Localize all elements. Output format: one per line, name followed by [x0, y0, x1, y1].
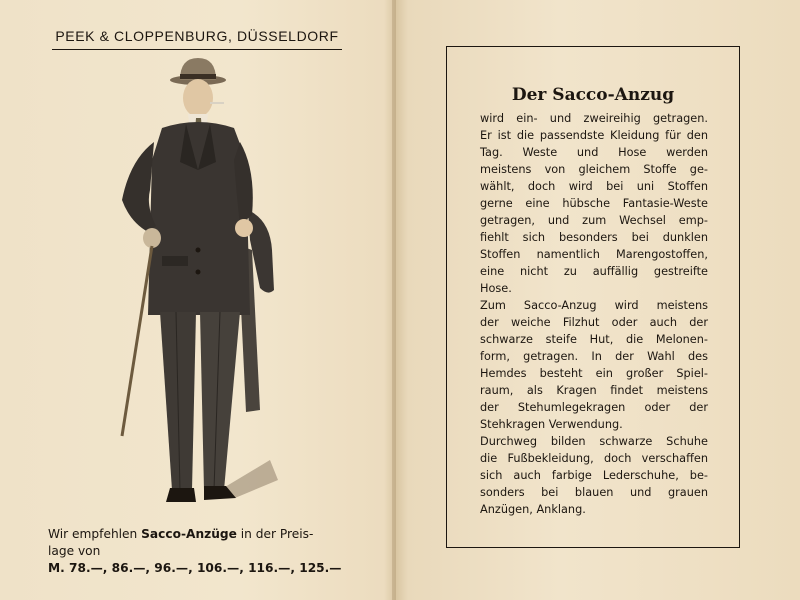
text-frame: [446, 46, 740, 548]
price-caption: [48, 526, 348, 577]
body-line: Zum Sacco-Anzug wird meistens: [480, 299, 708, 312]
right-page: [396, 0, 800, 600]
body-line: Anzügen, Anklang.: [480, 503, 586, 516]
page-title: Der Sacco-Anzug: [511, 85, 675, 105]
caption-product-name: Sacco-Anzüge: [141, 527, 237, 541]
body-line: gerne eine hübsche Fantasie-Weste: [480, 197, 708, 210]
body-line: Durchweg bilden schwarze Schuhe: [480, 435, 708, 448]
body-line: eine nicht zu auffällig gestreifte: [480, 265, 708, 278]
left-page: [0, 0, 392, 600]
price-list: M. 78.—, 86.—, 96.—, 106.—, 116.—, 125.—: [48, 561, 342, 575]
body-line: Stehkragen Verwendung.: [480, 418, 623, 431]
caption-text: in der Preis-: [236, 527, 314, 541]
body-line: Er ist die passendste Kleidung für den: [480, 129, 708, 142]
body-line: Stoffen namentlich Marengostoffen,: [480, 248, 708, 261]
body-line: Hose.: [480, 282, 512, 295]
body-line: der weiche Filzhut oder auch der: [480, 316, 708, 329]
page-header: PEEK & CLOPPENBURG, DÜSSELDORF: [52, 28, 342, 50]
body-line: fiehlt sich besonders bei dunklen: [480, 231, 708, 244]
body-line: Tag. Weste und Hose werden: [480, 146, 708, 159]
body-line: der Stehumlegekragen oder der: [480, 401, 708, 414]
body-line: wählt, doch wird bei uni Stoffen: [480, 180, 708, 193]
caption-line-2: lage von: [48, 544, 101, 558]
body-line: raum, als Kragen findet meistens: [480, 384, 708, 397]
body-text: [480, 110, 708, 518]
caption-prices: [48, 560, 348, 577]
body-line: form, getragen. In der Wahl des: [480, 350, 708, 363]
caption-text: Wir empfehlen: [48, 527, 142, 541]
man-in-sacco-suit-illustration: [100, 50, 300, 520]
body-line: wird ein- und zweireihig getragen.: [480, 112, 708, 125]
body-line: Hemdes besteht ein großer Spiel-: [480, 367, 708, 380]
body-line: meistens von gleichem Stoffe ge-: [480, 163, 708, 176]
caption-line-1: [48, 526, 348, 543]
body-line: sonders bei blauen und grauen: [480, 486, 708, 499]
body-line: schwarze steife Hut, die Melonen-: [480, 333, 708, 346]
body-line: die Fußbekleidung, doch verschaffen: [480, 452, 708, 465]
body-line: getragen, und zum Wechsel emp-: [480, 214, 708, 227]
body-line: sich auch farbige Lederschuhe, be-: [480, 469, 708, 482]
